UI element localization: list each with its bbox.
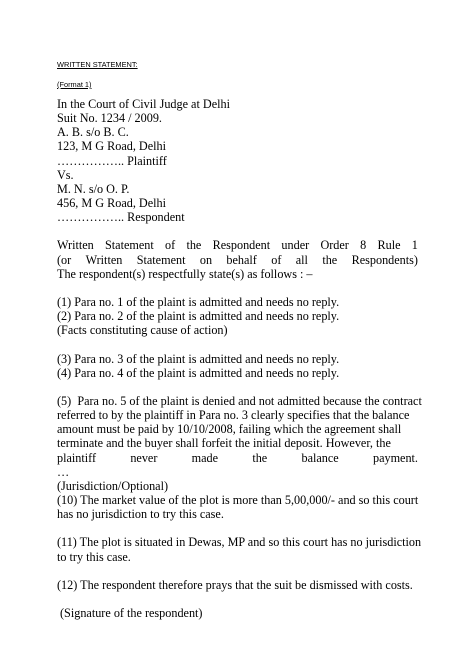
document-title: WRITTEN STATEMENT:	[57, 60, 138, 69]
word: the	[252, 450, 268, 465]
word: Respondents)	[351, 252, 418, 267]
word: behalf	[226, 252, 257, 267]
word: balance	[301, 450, 339, 465]
intro-line-3: The respondent(s) respectfully state(s) as follows : –	[57, 266, 313, 281]
word: Respondent	[212, 238, 271, 253]
spacer	[57, 281, 418, 295]
para-3: (3) Para no. 3 of the plaint is admitted and needs no reply.	[57, 351, 340, 366]
word: of	[271, 252, 282, 267]
word: never	[130, 450, 158, 465]
para-2: (2) Para no. 2 of the plaint is admitted and needs no reply.	[57, 309, 340, 324]
versus-label: Vs.	[57, 167, 74, 182]
para-5-line-2: referred to by the plaintiff in Para no. 3 clearly specifies that the balance	[57, 408, 410, 423]
plaintiff-address: 123, M G Road, Delhi	[57, 139, 167, 154]
para-11-line-1: (11) The plot is situated in Dewas, MP and so this court has no jurisdiction	[57, 535, 422, 550]
format-label: (Format 1)	[57, 80, 92, 89]
spacer	[57, 224, 418, 238]
para-10-line-2: has no jurisdiction to try this case.	[57, 507, 224, 522]
word: of	[165, 238, 176, 253]
suit-number: Suit No. 1234 / 2009.	[57, 111, 162, 126]
word: on	[199, 252, 213, 267]
word: payment.	[372, 450, 418, 465]
word: 1	[411, 238, 418, 253]
statement-body	[57, 97, 422, 621]
ellipsis: …	[57, 464, 70, 479]
para-5-line-1	[57, 393, 422, 408]
word: Written	[85, 252, 123, 267]
word: Statement	[105, 238, 154, 253]
respondent-role: …………….. Respondent	[57, 210, 185, 225]
para-5-line-5	[57, 451, 418, 465]
para-5-line-4: terminate and the buyer shall forfeit the initial deposit. However, the	[57, 436, 391, 451]
plaintiff-name: A. B. s/o B. C.	[57, 125, 129, 140]
spacer	[57, 564, 418, 578]
plaintiff-role: …………….. Plaintiff	[57, 153, 167, 168]
spacer	[57, 380, 418, 394]
word: Statement	[136, 252, 186, 267]
prayer: (12) The respondent therefore prays that the suit be dismissed with costs.	[57, 577, 413, 592]
cause-of-action-note: (Facts constituting cause of action)	[57, 323, 228, 338]
respondent-address: 456, M G Road, Delhi	[57, 195, 167, 210]
para-5-line-3: amount must be paid by 10/10/2008, failing which the agreement shall	[57, 422, 402, 437]
spacer	[57, 337, 418, 351]
word: Written	[57, 238, 94, 253]
para-text: Para no. 5 of the plaint is denied and not admitted because the contract	[77, 393, 422, 408]
intro-line-2	[57, 253, 418, 267]
court-name: In the Court of Civil Judge at Delhi	[57, 97, 230, 111]
para-1: (1) Para no. 1 of the plaint is admitted and needs no reply.	[57, 294, 340, 309]
para-4: (4) Para no. 4 of the plaint is admitted and needs no reply.	[57, 365, 340, 380]
signature-line: (Signature of the respondent)	[60, 606, 203, 621]
word: Order	[320, 238, 349, 253]
spacer	[57, 592, 418, 606]
word: under	[281, 238, 310, 253]
word: Rule	[377, 238, 401, 253]
word: plaintiff	[57, 450, 97, 465]
para-number: (5)	[57, 393, 72, 408]
intro-line-1	[57, 238, 418, 252]
word: the	[186, 238, 202, 253]
para-10-line-1: (10) The market value of the plot is more than 5,00,000/- and so this court	[57, 492, 419, 507]
spacer	[57, 521, 418, 535]
word: the	[322, 252, 338, 267]
word: all	[295, 252, 308, 267]
word: 8	[360, 238, 367, 253]
respondent-name: M. N. s/o O. P.	[57, 181, 130, 196]
word: (or	[57, 252, 72, 267]
para-11-line-2: to try this case.	[57, 549, 131, 564]
word: made	[191, 450, 219, 465]
jurisdiction-heading: (Jurisdiction/Optional)	[57, 478, 169, 493]
